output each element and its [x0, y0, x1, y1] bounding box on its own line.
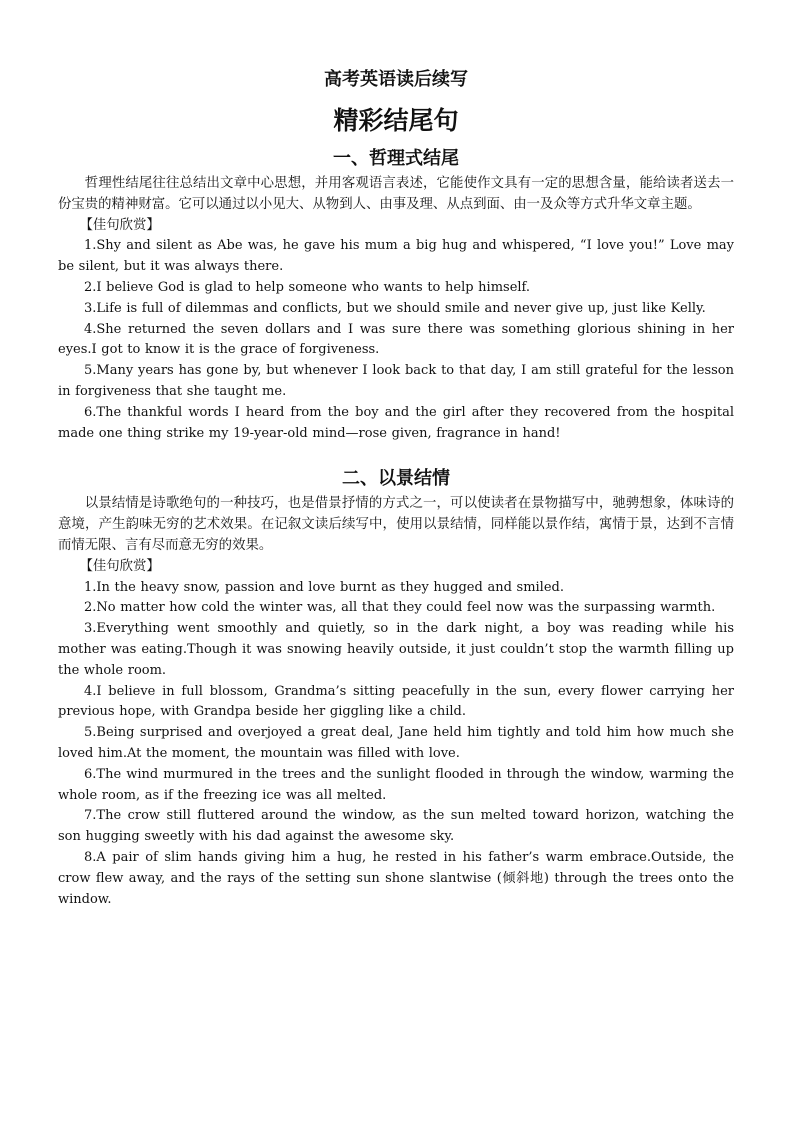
section-title: 二、以景结情	[342, 468, 450, 490]
document-title-small: 高考英语读后续写	[324, 69, 468, 90]
section-intro: 哲理性结尾往往总结出文章中心思想，并用客观语言表述，它能使作文具有一定的思想含量，能给读者送去一份宝贵的精神财富。它可以通过以小见大、从物到人、由事及理、从点到面、由一及众等方式升华文章主题。	[58, 176, 734, 212]
example-sentence-list	[58, 236, 734, 444]
example-sentence: 2.No matter how cold the winter was, all that they could feel now was the surpassing warmth.	[84, 600, 716, 616]
example-sentence: 2.I believe God is glad to help someone who wants to help himself.	[84, 279, 531, 295]
example-sentence: 3.Life is full of dilemmas and conflicts, but we should smile and never give up, just like Kelly.	[84, 300, 706, 316]
example-label: 【佳句欣赏】	[79, 558, 160, 574]
example-sentence: 8.A pair of slim hands giving him a hug, he rested in his father’s warm embrace.Outside, the crow flew away, and the rays of the setting sun shone slantwise (倾斜地) through the trees onto the window.	[58, 849, 734, 907]
example-sentence-list	[58, 578, 734, 911]
example-sentence: 5.Many years has gone by, but whenever I look back to that day, I am still grateful for the lesson in forgiveness that she taught me.	[58, 363, 734, 399]
example-sentence: 6.The wind murmured in the trees and the sunlight flooded in through the window, warming the whole room, as if the freezing ice was all melted.	[58, 766, 734, 803]
example-sentence: 7.The crow still fluttered around the window, as the sun melted toward horizon, watching the son hugging sweetly with his dad against the awesome sky.	[58, 808, 734, 845]
example-label: 【佳句欣赏】	[79, 217, 160, 233]
example-sentence: 3.Everything went smoothly and quietly, so in the dark night, a boy was reading while his mother was eating.Though it was snowing heavily outside, it just couldn’t stop the warmth filling up the whole room.	[58, 621, 734, 678]
example-sentence: 1.In the heavy snow, passion and love burnt as they hugged and smiled.	[84, 579, 564, 595]
example-sentence: 4.She returned the seven dollars and I was sure there was something glorious shining in her eyes.I got to know it is the grace of forgiveness.	[58, 321, 734, 358]
document-page	[58, 66, 734, 910]
section-title: 一、哲理式结尾	[333, 148, 459, 169]
example-sentence: 5.Being surprised and overjoyed a great deal, Jane held him tightly and told him how much she loved him.At the moment, the mountain was filled with love.	[58, 725, 734, 761]
section-scenery-ending	[58, 464, 734, 910]
example-sentence: 4.I believe in full blossom, Grandma’s sitting peacefully in the sun, every flower carrying her previous hope, with Grandpa beside her giggling like a child.	[58, 683, 734, 720]
section-philosophical-ending	[58, 144, 734, 444]
document-title-main: 精彩结尾句	[333, 106, 459, 135]
section-intro: 以景结情是诗歌绝句的一种技巧，也是借景抒情的方式之一，可以使读者在景物描写中，驰骋想象，体味诗的意境，产生韵味无穷的艺术效果。在记叙文读后续写中，使用以景结情，同样能以景作结，寓情于景，达到不言情而情无限、言有尽而意无穷的效果。	[58, 496, 734, 553]
example-sentence: 6.The thankful words I heard from the boy and the girl after they recovered from the hospital made one thing strike my 19-year-old mind—rose given, fragrance in hand!	[58, 404, 734, 441]
example-sentence: 1.Shy and silent as Abe was, he gave his mum a big hug and whispered, “I love you!” Love may be silent, but it was always there.	[58, 238, 734, 275]
